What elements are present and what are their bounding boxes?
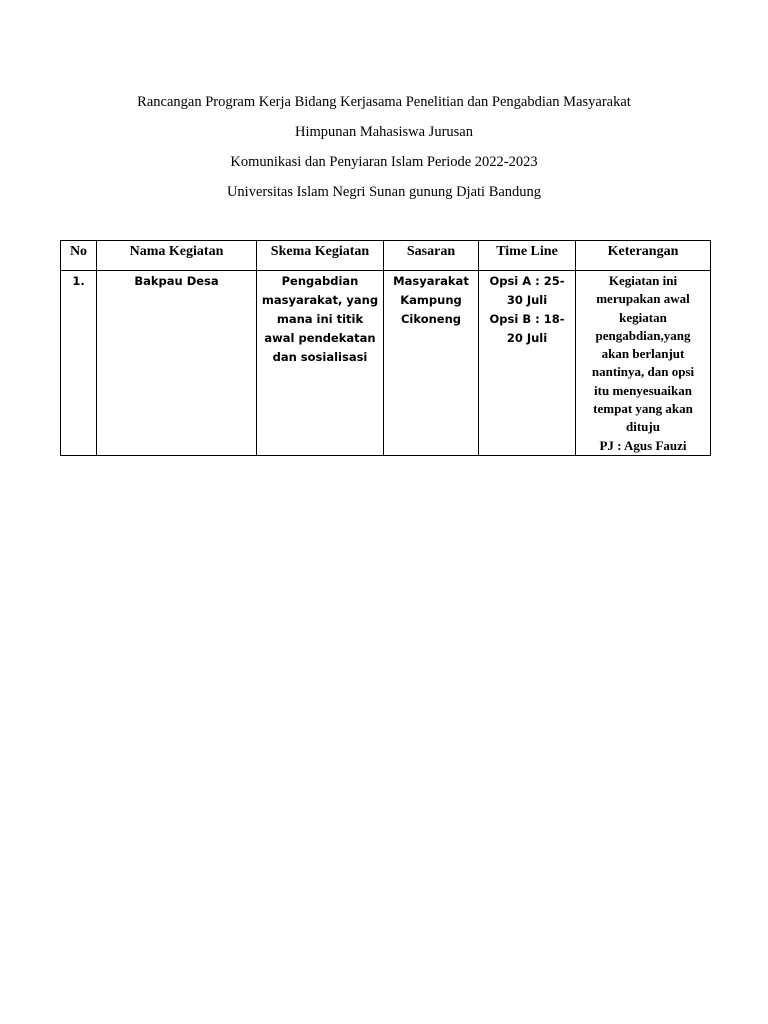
keterangan-line: itu menyesuaikan — [594, 382, 692, 398]
document-title-block — [0, 92, 768, 212]
university-name: Universitas Islam Negri Sunan gunung Djati Bandung — [226, 184, 542, 200]
program-table — [60, 240, 711, 456]
table-row — [61, 271, 711, 456]
cell-nama-kegiatan: Bakpau Desa — [97, 271, 257, 456]
keterangan-line: merupakan awal — [596, 291, 690, 307]
header-no: No — [61, 241, 97, 271]
table-header-row — [61, 241, 711, 271]
header-keterangan: Keterangan — [576, 241, 711, 271]
header-skema-kegiatan: Skema Kegiatan — [257, 241, 384, 271]
cell-no: 1. — [61, 271, 97, 456]
header-nama-kegiatan: Nama Kegiatan — [97, 241, 257, 271]
keterangan-line: pengabdian,yang — [595, 327, 691, 343]
keterangan-line: dituju — [626, 419, 660, 435]
keterangan-line: Kegiatan ini — [608, 273, 678, 288]
document-title: Rancangan Program Kerja Bidang Kerjasama Penelitian dan Pengabdian Masyarakat — [137, 94, 631, 110]
header-time-line: Time Line — [479, 241, 576, 271]
time-line-line: 30 Juli — [506, 293, 548, 307]
skema-line: masyarakat, yang — [261, 293, 379, 307]
cell-sasaran — [384, 271, 479, 456]
keterangan-line: akan berlanjut — [601, 346, 685, 362]
department-period: Komunikasi dan Penyiaran Islam Periode 2022-2023 — [230, 154, 538, 170]
time-line-line: Opsi A : 25- — [489, 274, 565, 288]
cell-time-line — [479, 271, 576, 456]
skema-line: mana ini titik — [276, 312, 364, 326]
cell-skema-kegiatan — [257, 271, 384, 456]
skema-line: dan sosialisasi — [272, 350, 368, 364]
cell-keterangan — [576, 271, 711, 456]
sasaran-line: Kampung — [400, 293, 462, 307]
keterangan-line: tempat yang akan — [593, 401, 693, 417]
sasaran-line: Masyarakat — [393, 274, 469, 288]
time-line-line: Opsi B : 18- — [489, 312, 565, 326]
skema-line: awal pendekatan — [264, 331, 376, 345]
time-line-line: 20 Juli — [506, 331, 548, 345]
organization-name: Himpunan Mahasiswa Jurusan — [294, 124, 473, 140]
keterangan-line: kegiatan — [619, 309, 667, 325]
skema-line: Pengabdian — [281, 274, 359, 288]
keterangan-line: nantinya, dan opsi — [591, 364, 695, 380]
person-in-charge: PJ : Agus Fauzi — [599, 437, 687, 453]
sasaran-line: Cikoneng — [400, 312, 462, 326]
header-sasaran: Sasaran — [384, 241, 479, 271]
